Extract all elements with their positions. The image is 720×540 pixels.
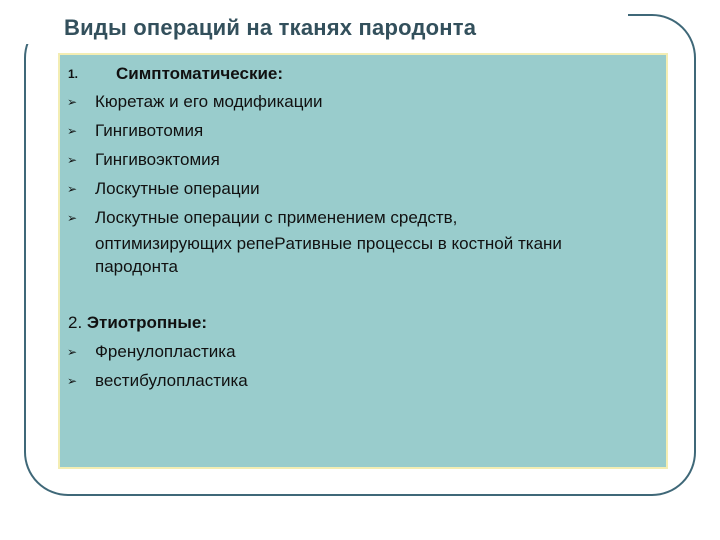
section-1-heading: Симптоматические:	[116, 64, 284, 83]
list-item: вестибулопластика	[95, 371, 248, 390]
list-item: Лоскутные операции с применением средств,	[95, 208, 458, 227]
bullet-arrow-icon: ➢	[67, 182, 78, 196]
section-2-number: 2.	[68, 313, 83, 332]
section-2-heading-text: Этиотропные:	[86, 313, 208, 332]
bullet-arrow-icon: ➢	[67, 211, 78, 225]
slide-title: Виды операций на тканях пародонта	[64, 15, 477, 40]
list-item-continuation: оптимизирующих репеPативные процессы в костной ткани	[95, 234, 562, 253]
bullet-arrow-icon: ➢	[67, 374, 78, 388]
list-item: Кюретаж и его модификации	[95, 92, 323, 111]
bullet-arrow-icon: ➢	[67, 124, 78, 138]
list-item-continuation: пародонта	[95, 257, 179, 276]
list-item: Гингивоэктомия	[95, 150, 220, 169]
section-2-heading	[68, 310, 207, 336]
section-1-number: 1.	[68, 67, 79, 81]
content-panel	[58, 53, 668, 469]
bullet-arrow-icon: ➢	[67, 95, 78, 109]
bullet-arrow-icon: ➢	[67, 345, 78, 359]
list-item: Лоскутные операции	[95, 179, 260, 198]
list-item: Френулопластика	[95, 342, 236, 361]
list-item: Гингивотомия	[95, 121, 204, 140]
bullet-arrow-icon: ➢	[67, 153, 78, 167]
